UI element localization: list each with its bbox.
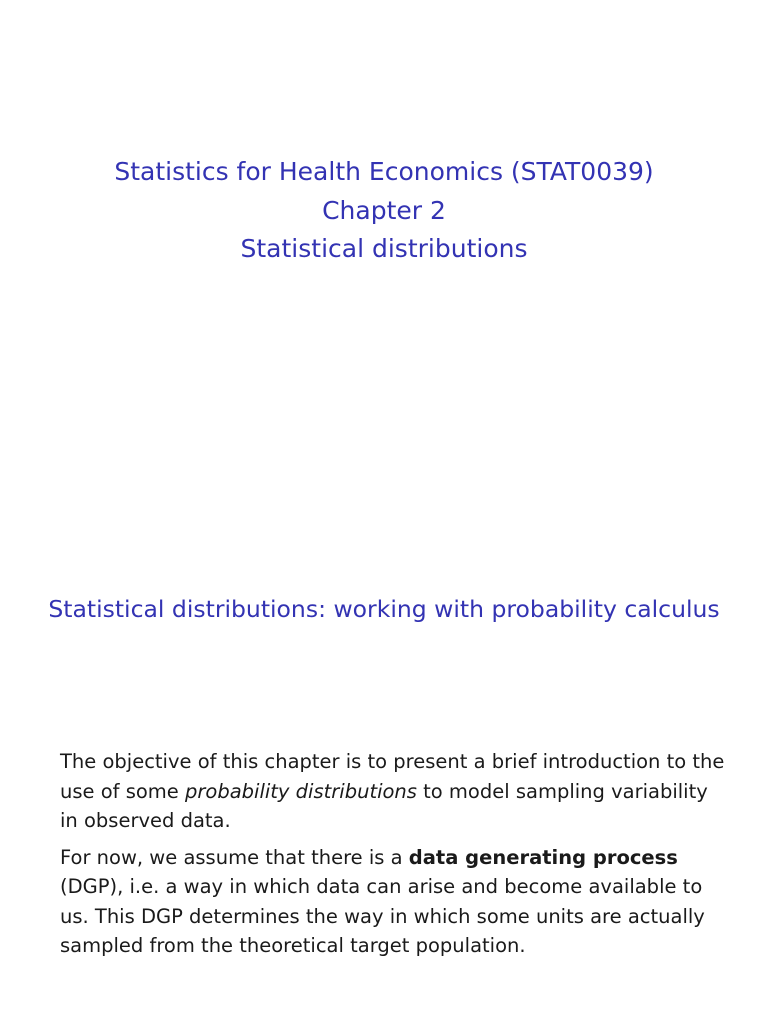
paragraph-dgp-end: (DGP), i.e. a way in which data can arise and become available to us. This DGP determines the way in which some units are actually sampled from the theoretical target population.: [60, 875, 705, 957]
title-slide: [0, 153, 768, 269]
paragraph-objective-start: The objective of this chapter is to present a brief introduction to the use of some: [60, 750, 725, 803]
emphasis-probability-distributions: probability distributions: [185, 779, 417, 803]
chapter-number: Chapter 2: [322, 195, 446, 225]
body-content: [60, 747, 725, 968]
paragraph-dgp: [60, 843, 725, 961]
paragraph-objective-end: to model sampling variability in observed data.: [60, 779, 708, 832]
chapter-title: Statistical distributions: [240, 234, 528, 263]
course-title: Statistics for Health Economics (STAT0039): [114, 157, 654, 186]
paragraph-dgp-start: For now, we assume that there is a: [60, 845, 409, 869]
section-title: Statistical distributions: working with probability calculus: [48, 595, 720, 623]
paragraph-objective: [60, 747, 725, 836]
bold-data-generating-process: data generating process: [408, 845, 678, 869]
